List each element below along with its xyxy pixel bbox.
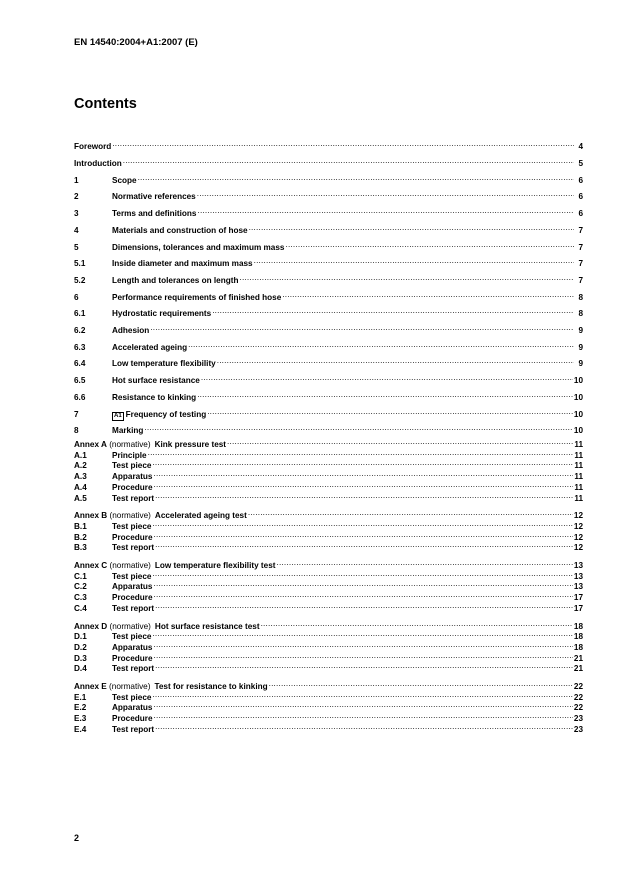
- annex-letter: Annex D: [74, 621, 108, 631]
- annex-title: Test for resistance to kinking: [154, 682, 268, 691]
- toc-entry-number: 1: [74, 175, 79, 185]
- toc-entry-number: 8: [74, 426, 79, 435]
- toc-entry-page: 12: [573, 511, 583, 521]
- leader-dots: [197, 390, 573, 400]
- toc-entry-page: 7: [578, 276, 583, 285]
- toc-entry-page: 4: [578, 142, 583, 151]
- leader-dots: [261, 619, 573, 629]
- annex-letter: Annex C: [74, 561, 108, 570]
- toc-entry-label: Hot surface resistance: [112, 376, 200, 385]
- leader-dots: [154, 590, 573, 600]
- annex-letter: Annex E: [74, 682, 107, 691]
- leader-dots: [152, 569, 572, 579]
- toc-entry-page: 6: [578, 209, 583, 218]
- toc-entry-number: C.1: [74, 571, 87, 581]
- toc-entry[interactable]: [74, 390, 583, 403]
- toc-entry-page: 8: [578, 292, 583, 302]
- toc-annex-item[interactable]: [74, 540, 583, 553]
- toc-entry-number: C.4: [74, 603, 87, 613]
- toc-entry-page: 17: [573, 603, 583, 613]
- toc-entry-number: 5: [74, 242, 79, 252]
- leader-dots: [239, 273, 574, 283]
- toc-entry[interactable]: [74, 139, 583, 152]
- toc-entry-page: 10: [573, 409, 583, 419]
- toc-entry-page: 13: [573, 571, 583, 581]
- toc-entry-number: D.1: [74, 632, 87, 642]
- toc-entry-page: 11: [574, 440, 583, 449]
- toc-entry-label: Procedure: [112, 532, 153, 542]
- leader-dots: [154, 480, 574, 490]
- toc-entry[interactable]: [74, 290, 583, 303]
- toc-entry-page: 6: [578, 192, 583, 201]
- toc-entry-label: Test piece: [112, 632, 152, 642]
- toc-entry[interactable]: [74, 189, 583, 202]
- toc-entry-page: 22: [573, 692, 583, 702]
- leader-dots: [248, 508, 573, 518]
- leader-dots: [138, 173, 574, 183]
- annex-title: Low temperature flexibility test: [154, 561, 276, 570]
- toc-entry-number: C.2: [74, 582, 87, 592]
- document-id: EN 14540:2004+A1:2007 (E): [74, 37, 198, 48]
- toc-entry-page: 12: [573, 543, 583, 553]
- toc-entry-label: Principle: [112, 450, 147, 460]
- toc-entry-page: 13: [573, 561, 583, 570]
- toc-entry-page: 6: [578, 175, 583, 185]
- leader-dots: [155, 722, 573, 732]
- toc-entry-label: Test piece: [112, 461, 152, 471]
- toc-entry-number: E.1: [74, 692, 87, 702]
- toc-entry-number: A.2: [74, 461, 87, 471]
- toc-entry[interactable]: [74, 306, 583, 319]
- toc-entry-label: Test report: [112, 543, 155, 553]
- toc-entry-number: 4: [74, 225, 79, 235]
- toc-entry-number: 6.2: [74, 326, 86, 335]
- toc-annex-item[interactable]: [74, 722, 583, 735]
- toc-entry-label: Test report: [112, 603, 155, 613]
- annex-type: (normative): [109, 511, 151, 521]
- leader-dots: [112, 139, 574, 149]
- leader-dots: [150, 323, 574, 333]
- toc-entry-label: Hydrostatic requirements: [112, 309, 212, 318]
- toc-entry-number: 6.6: [74, 392, 86, 402]
- toc-entry-number: 6.1: [74, 309, 86, 318]
- leader-dots: [188, 340, 574, 350]
- toc-entry-label: Normative references: [112, 192, 196, 201]
- leader-dots: [155, 491, 573, 501]
- toc-entry-number: A.4: [74, 482, 87, 492]
- toc-entry[interactable]: [74, 373, 583, 386]
- leader-dots: [148, 448, 574, 458]
- toc-entry-page: 9: [578, 342, 583, 352]
- toc-entry-page: 11: [574, 461, 583, 471]
- annex-letter: Annex A: [74, 440, 107, 449]
- toc-entry-page: 18: [573, 632, 583, 642]
- toc-entry[interactable]: [74, 356, 583, 369]
- leader-dots: [154, 579, 573, 589]
- toc-entry-number: A.3: [74, 472, 87, 482]
- toc-entry-page: 22: [573, 682, 583, 691]
- toc-annex-item[interactable]: [74, 601, 583, 614]
- toc-entry-page: 17: [573, 593, 583, 603]
- toc-entry-label: Procedure: [112, 653, 153, 663]
- toc-entry-page: 13: [573, 582, 583, 592]
- annex-type: (normative): [109, 682, 151, 691]
- toc-entry[interactable]: [74, 223, 583, 236]
- leader-dots: [154, 640, 573, 650]
- toc-entry-page: 11: [574, 482, 583, 492]
- page-number: 2: [74, 833, 80, 843]
- toc-entry-label: Test report: [112, 664, 155, 674]
- toc-entry[interactable]: [74, 340, 583, 353]
- toc-entry-number: 3: [74, 209, 79, 218]
- annex-title: Hot surface resistance test: [154, 621, 260, 631]
- toc-entry[interactable]: [74, 407, 583, 421]
- toc-entry-number: 7: [74, 409, 79, 419]
- toc-entry[interactable]: [74, 156, 583, 169]
- toc-entry-label: Test piece: [112, 571, 152, 581]
- toc-entry-label: Apparatus: [112, 703, 153, 713]
- toc-entry[interactable]: [74, 256, 583, 269]
- toc-entry-page: 21: [573, 664, 583, 674]
- toc-annex-item[interactable]: [74, 491, 583, 504]
- toc-entry-page: 11: [574, 472, 583, 482]
- toc-entry-page: 7: [578, 259, 583, 268]
- toc-entry-label: Inside diameter and maximum mass: [112, 259, 253, 268]
- annex-type: (normative): [109, 440, 151, 449]
- toc-entry-label: Test report: [112, 724, 155, 734]
- toc-entry-label: Procedure: [112, 714, 153, 724]
- toc-entry-number: D.4: [74, 664, 87, 674]
- toc-entry-label: Scope: [112, 175, 137, 185]
- leader-dots: [123, 156, 574, 166]
- toc-entry-label: Apparatus: [112, 642, 153, 652]
- toc-entry-number: 6: [74, 292, 79, 302]
- toc-entry-number: 6.5: [74, 376, 86, 385]
- annex-type: (normative): [109, 561, 151, 570]
- leader-dots: [227, 437, 573, 447]
- leader-dots: [152, 519, 572, 529]
- toc-entry-page: 18: [573, 642, 583, 652]
- toc-entry-page: 10: [573, 426, 583, 435]
- leader-dots: [201, 373, 573, 383]
- leader-dots: [154, 530, 573, 540]
- toc-entry-number: 2: [74, 192, 79, 201]
- annex-letter: Annex B: [74, 511, 108, 521]
- toc-entry-label: Marking: [112, 426, 144, 435]
- leader-dots: [152, 690, 572, 700]
- toc-entry-number: E.3: [74, 714, 87, 724]
- annex-title: Kink pressure test: [154, 440, 227, 449]
- toc-entry-page: 10: [573, 392, 583, 402]
- leader-dots: [197, 189, 574, 199]
- toc-entry-number: B.3: [74, 543, 87, 553]
- leader-dots: [276, 558, 572, 568]
- leader-dots: [152, 458, 573, 468]
- toc-entry-number: C.3: [74, 593, 87, 603]
- toc-entry-number: D.2: [74, 642, 87, 652]
- toc-entry[interactable]: [74, 206, 583, 219]
- leader-dots: [152, 629, 572, 639]
- toc-entry-page: 10: [573, 376, 583, 385]
- toc-entry-number: E.2: [74, 703, 87, 713]
- annex-title: Accelerated ageing test: [154, 511, 247, 521]
- leader-dots: [285, 240, 574, 250]
- toc-entry-number: B.1: [74, 521, 87, 531]
- toc-entry-label: Length and tolerances on length: [112, 276, 239, 285]
- toc-entry[interactable]: [74, 273, 583, 286]
- toc-entry-number: 5.1: [74, 259, 86, 268]
- toc-entry-label: Low temperature flexibility: [112, 359, 216, 368]
- leader-dots: [154, 651, 573, 661]
- leader-dots: [155, 661, 573, 671]
- leader-dots: [197, 206, 574, 216]
- toc-entry-page: 22: [573, 703, 583, 713]
- leader-dots: [282, 290, 574, 300]
- toc-entry-page: 21: [573, 653, 583, 663]
- toc-entry-number: D.3: [74, 653, 87, 663]
- toc-entry-number: 6.4: [74, 359, 86, 368]
- toc-annex-item[interactable]: [74, 661, 583, 674]
- leader-dots: [212, 306, 574, 316]
- leader-dots: [154, 700, 573, 710]
- amendment-marker-icon: A1: [114, 412, 122, 419]
- toc-entry-number: 6.3: [74, 342, 86, 352]
- leader-dots: [217, 356, 574, 366]
- toc-entry-number: B.2: [74, 532, 87, 542]
- leader-dots: [155, 601, 573, 611]
- toc-entry-label: Test report: [112, 493, 155, 503]
- toc-entry-page: 9: [578, 359, 583, 368]
- toc-entry-label: Performance requirements of finished hose: [112, 292, 282, 302]
- toc-entry-label: Materials and construction of hose: [112, 225, 248, 235]
- leader-dots: [154, 711, 573, 721]
- toc-entry-page: 11: [574, 493, 583, 503]
- page-title: Contents: [74, 96, 137, 112]
- leader-dots: [249, 223, 574, 233]
- toc-entry-label: Test piece: [112, 521, 152, 531]
- toc-entry-page: 7: [578, 242, 583, 252]
- toc-entry-label: Introduction: [74, 158, 122, 168]
- toc-entry-page: 12: [573, 532, 583, 542]
- toc-entry-number: A.1: [74, 450, 87, 460]
- toc-entry-page: 23: [573, 714, 583, 724]
- toc-entry[interactable]: [74, 423, 583, 436]
- toc-entry-label: Apparatus: [112, 582, 153, 592]
- toc-entry-label: Accelerated ageing: [112, 342, 188, 352]
- toc-entry-page: 8: [578, 309, 583, 318]
- leader-dots: [155, 540, 573, 550]
- leader-dots: [269, 679, 573, 689]
- toc-entry-label: Resistance to kinking: [112, 392, 197, 402]
- toc-entry-number: 5.2: [74, 276, 86, 285]
- toc-entry-label: Dimensions, tolerances and maximum mass: [112, 242, 285, 252]
- toc-entry-page: 11: [574, 450, 583, 460]
- toc-entry-label: Frequency of testing: [125, 409, 207, 419]
- leader-dots: [254, 256, 574, 266]
- toc-entry[interactable]: [74, 173, 583, 186]
- toc-entry-page: 9: [578, 326, 583, 335]
- toc-entry-page: 7: [578, 225, 583, 235]
- toc-entry-number: A.5: [74, 493, 87, 503]
- toc-entry-page: 12: [573, 521, 583, 531]
- toc-entry-page: 5: [578, 158, 583, 168]
- toc-entry-label: Procedure: [112, 593, 153, 603]
- leader-dots: [207, 407, 573, 417]
- toc-entry[interactable]: [74, 323, 583, 336]
- annex-type: (normative): [109, 621, 151, 631]
- toc-entry-number: E.4: [74, 724, 87, 734]
- toc-entry-label: Foreword: [74, 142, 112, 151]
- toc-entry-label: Test piece: [112, 692, 152, 702]
- toc-entry-page: 18: [573, 621, 583, 631]
- toc-entry-page: 23: [573, 724, 583, 734]
- leader-dots: [154, 469, 574, 479]
- toc-entry-label: Procedure: [112, 482, 153, 492]
- toc-entry-label: Apparatus: [112, 472, 153, 482]
- leader-dots: [144, 423, 572, 433]
- toc-entry-label: Terms and definitions: [112, 209, 197, 218]
- toc-entry[interactable]: [74, 240, 583, 253]
- toc-entry-label: Adhesion: [112, 326, 150, 335]
